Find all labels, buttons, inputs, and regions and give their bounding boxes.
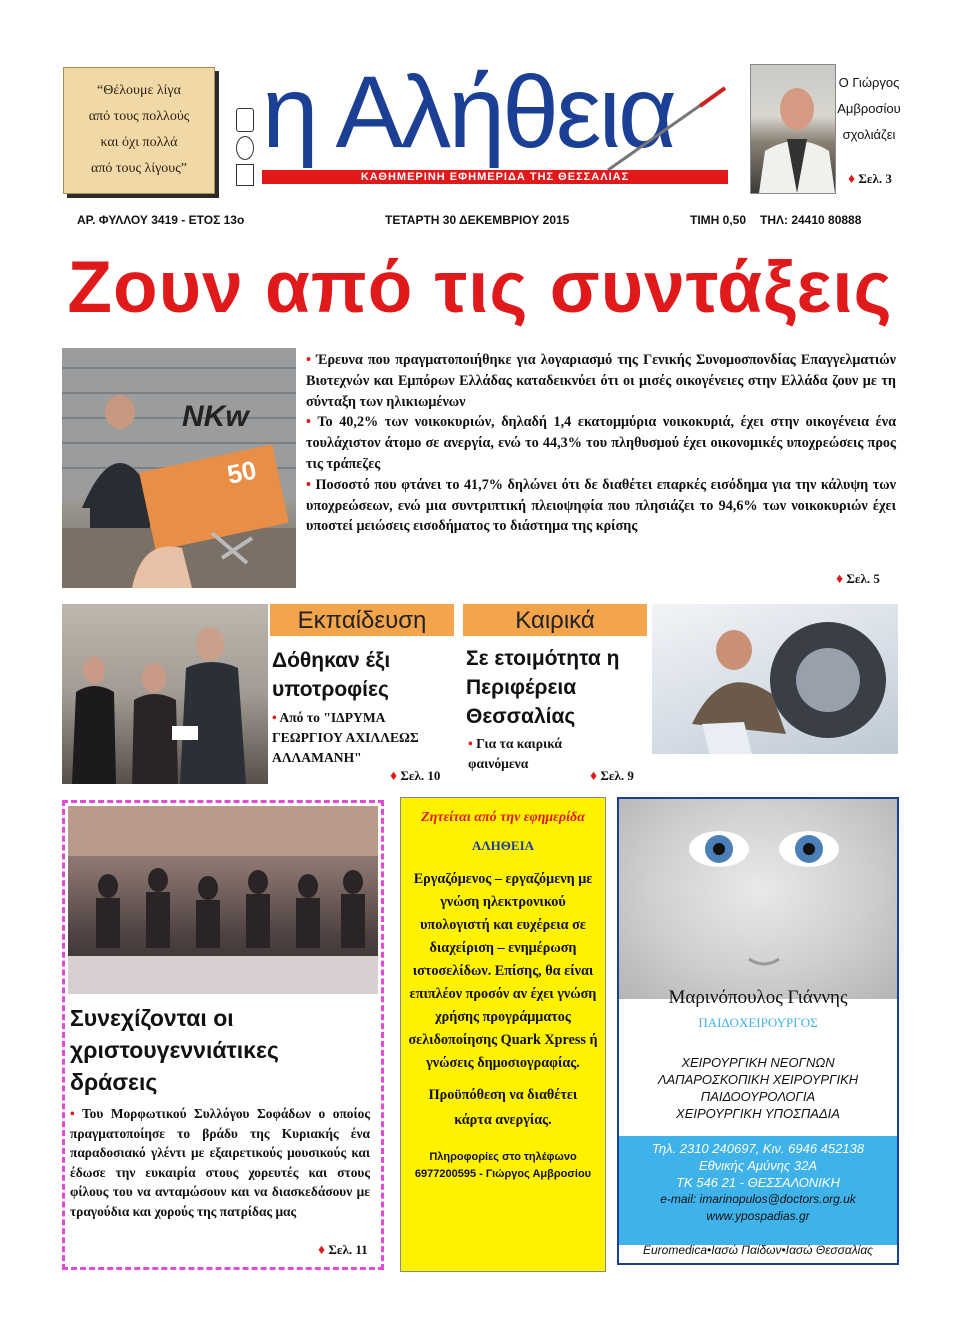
doctor-address: Εθνικής Αμύνης 32Α: [698, 1158, 817, 1173]
service-item: ΧΕΙΡΟΥΡΓΙΚΗ ΥΠΟΣΠΑΔΙΑ: [676, 1106, 840, 1121]
christmas-page-ref[interactable]: [318, 1242, 368, 1259]
bullet-icon: •: [70, 1106, 82, 1121]
newspaper-title: η Αλήθεια: [262, 55, 675, 169]
diamond-icon: ♦: [848, 172, 856, 187]
publisher-badge: [236, 164, 254, 186]
publisher-seal: [236, 136, 254, 160]
publisher-logos: [236, 108, 254, 188]
weather-section-tab[interactable]: Καιρικά: [463, 604, 647, 636]
service-item: ΠΑΙΔΟΟΥΡΟΛΟΓΙΑ: [700, 1089, 816, 1104]
lead-page-ref[interactable]: [836, 571, 880, 588]
motto-line: “Θέλουμε λίγα: [97, 83, 181, 98]
motto-box: [63, 67, 215, 194]
baby-face-icon: [619, 799, 897, 999]
weather-page-ref[interactable]: [590, 768, 634, 785]
publisher-logo: [236, 108, 254, 132]
pen-icon: [600, 84, 730, 174]
diamond-icon: ♦: [390, 769, 398, 784]
job-ad-body: Εργαζόμενος – εργαζόμενη με γνώση ηλεκτρονικού υπολογιστή και ευχέρεια σε διαχείριση – ενημέρωση ιστοσελίδων. Επίσης, θα είναι επιπλέον προσόν αν έχει γνώση χρήσης προγράμματος σελιδοποίησης Quark Xpress ή γνώσεις δημοσιογραφίας.: [408, 871, 598, 1071]
page-number: Σελ. 10: [400, 768, 441, 783]
snow-tire-illustration: [652, 604, 898, 784]
doctor-specialty: ΠΑΙΔΟΧΕΙΡΟΥΡΓΟΣ: [698, 1015, 818, 1030]
contact-phone: ΤΗΛ: 24410 80888: [760, 213, 862, 227]
doctor-website[interactable]: www.ypospadias.gr: [706, 1209, 810, 1223]
issue-number: ΑΡ. ΦΥΛΛΟΥ 3419 - ΕΤΟΣ 13ο: [77, 213, 245, 227]
lead-story-text: [306, 350, 896, 537]
main-headline: Ζουν από τις συντάξεις: [67, 247, 893, 328]
page-number: Σελ. 3: [858, 171, 892, 186]
motto-line: από τους πολλούς: [88, 109, 190, 124]
education-title[interactable]: Δόθηκαν έξι υποτροφίες: [272, 649, 391, 701]
columnist-line: Αμβροσίου: [837, 101, 901, 116]
weather-photo: [652, 604, 898, 784]
baby-photo: [619, 799, 897, 999]
doctor-ad: [617, 797, 899, 1265]
svg-text:NKw: NKw: [182, 400, 249, 433]
banknote-label: 50: [224, 454, 260, 490]
weather-title[interactable]: Σε ετοιμότητα η Περιφέρεια Θεσσαλίας: [466, 647, 620, 728]
education-section-tab[interactable]: Εκπαίδευση: [270, 604, 454, 636]
education-photo: [62, 604, 268, 784]
weather-bullet: • Για τα καιρικά φαινόμενα: [468, 736, 562, 771]
diamond-icon: ♦: [590, 769, 598, 784]
columnist-line: σχολιάζει: [842, 127, 896, 142]
dance-illustration: [68, 806, 378, 994]
christmas-title[interactable]: Συνεχίζονται οι χριστουγεννιάτικες δράσεις: [70, 1005, 279, 1095]
service-item: ΧΕΙΡΟΥΡΓΙΚΗ ΝΕΟΓΝΩΝ: [681, 1055, 835, 1070]
page-number: Σελ. 9: [600, 768, 634, 783]
bullet-icon: •: [272, 710, 280, 725]
service-item: ΛΑΠΑΡΟΣΚΟΠΙΚΗ ΧΕΙΡΟΥΡΓΙΚΗ: [657, 1072, 859, 1087]
job-ad: [400, 797, 606, 1272]
newspaper-subtitle: ΚΑΘΗΜΕΡΙΝΗ ΕΦΗΜΕΡΙΔΑ ΤΗΣ ΘΕΣΣΑΛΙΑΣ: [262, 170, 728, 184]
doctor-services: [619, 1054, 897, 1122]
motto-line: και όχι πολλά: [100, 135, 178, 150]
page-number: Σελ. 5: [846, 571, 880, 586]
doctor-name: Μαρινόπουλος Γιάννης: [668, 987, 848, 1008]
lead-bullet: • Το 40,2% των νοικοκυριών, δηλαδή 1,4 εκατομμύρια νοικοκυριά, έχει στην οικογένεια ένα τουλάχιστον άτομο σε ανεργία, ενώ το 44,3% του πληθυσμού έχει οικονομικές υποχρεώσεις προς τις τράπεζες: [306, 414, 896, 472]
columnist-line: Ο Γιώργος: [838, 75, 900, 90]
christmas-photo: [68, 806, 378, 994]
lead-photo: [62, 348, 296, 588]
doctor-email[interactable]: e-mail: imarinopulos@doctors.org.uk: [660, 1192, 856, 1206]
doctor-clinics: Euromedica•Ιασώ Παίδων•Ιασώ Θεσσαλίας: [642, 1243, 873, 1257]
pension-illustration: [62, 348, 296, 588]
diamond-icon: ♦: [318, 1243, 326, 1258]
bullet-icon: •: [468, 736, 477, 751]
doctor-city: ΤΚ 546 21 - ΘΕΣΣΑΛΟΝΙΚΗ: [676, 1175, 840, 1190]
person-icon: [751, 65, 835, 193]
bullet-icon: •: [306, 414, 318, 431]
motto-line: από τους λίγους”: [91, 161, 187, 176]
ceremony-illustration: [62, 604, 268, 784]
columnist-page-ref[interactable]: [848, 171, 892, 188]
doctor-contact-box: [619, 1136, 897, 1245]
education-page-ref[interactable]: [390, 768, 440, 785]
doctor-phones[interactable]: Τηλ. 2310 240697, Κιν. 6946 452138: [651, 1141, 865, 1156]
job-ad-requirement: Προϋπόθεση να διαθέτει κάρτα ανεργίας.: [428, 1087, 578, 1128]
bullet-icon: •: [306, 476, 316, 493]
columnist-photo: [750, 64, 836, 194]
education-bullet: • Από το "ΙΔΡΥΜΑ ΓΕΩΡΓΙΟΥ ΑΧΙΛΛΕΩΣ ΑΛΛΑΜΑΝΗ": [272, 710, 419, 765]
issue-date: ΤΕΤΑΡΤΗ 30 ΔΕΚΕΜΒΡΙΟΥ 2015: [385, 213, 570, 227]
job-ad-contact[interactable]: Πληροφορίες στο τηλέφωνο 6977200595 - Γιώργος Αμβροσίου: [414, 1151, 592, 1180]
lead-bullet: • Έρευνα που πραγματοποιήθηκε για λογαριασμό της Γενικής Συνομοσπονδίας Επαγγελματιών Βιοτεχνών και Εμπόρων Ελλάδας καταδεικνύει ότι οι μισές οικογένειες στην Ελλάδα ζουν με τη σύνταξη των ηλικιωμένων: [306, 352, 896, 410]
page-number: Σελ. 11: [328, 1242, 368, 1257]
job-ad-paper: ΑΛΗΘΕΙΑ: [471, 838, 535, 853]
issue-price: ΤΙΜΗ 0,50: [690, 213, 747, 227]
christmas-body: • Του Μορφωτικού Συλλόγου Σοφάδων ο οποίος πραγματοποίησε το βράδυ της Κυριακής ένα παραδοσιακό γλέντι με εξαιρετικούς μουσικούς και έδωσε την ευκαιρία στους χορευτές και στους φίλους του να ανταμώσουν και να διασκεδάσουν με τραγούδια και χορούς της πατρίδας μας: [70, 1106, 370, 1219]
columnist-caption: [836, 70, 902, 148]
bullet-icon: •: [306, 352, 317, 368]
job-ad-title: Ζητείται από την εφημερίδα: [421, 810, 585, 825]
diamond-icon: ♦: [836, 572, 844, 587]
lead-bullet: • Ποσοστό που φτάνει το 41,7% δηλώνει ότι δε διαθέτει επαρκές εισόδημα για την κάλυψη των υποχρεώσεων, ενώ μια συντριπτική πλειοψηφία που πλησιάζει το 94,6% των νοικοκυριών έχει υποστεί μειώσεις εισοδήματος το διάστημα της κρίσης: [306, 476, 896, 535]
